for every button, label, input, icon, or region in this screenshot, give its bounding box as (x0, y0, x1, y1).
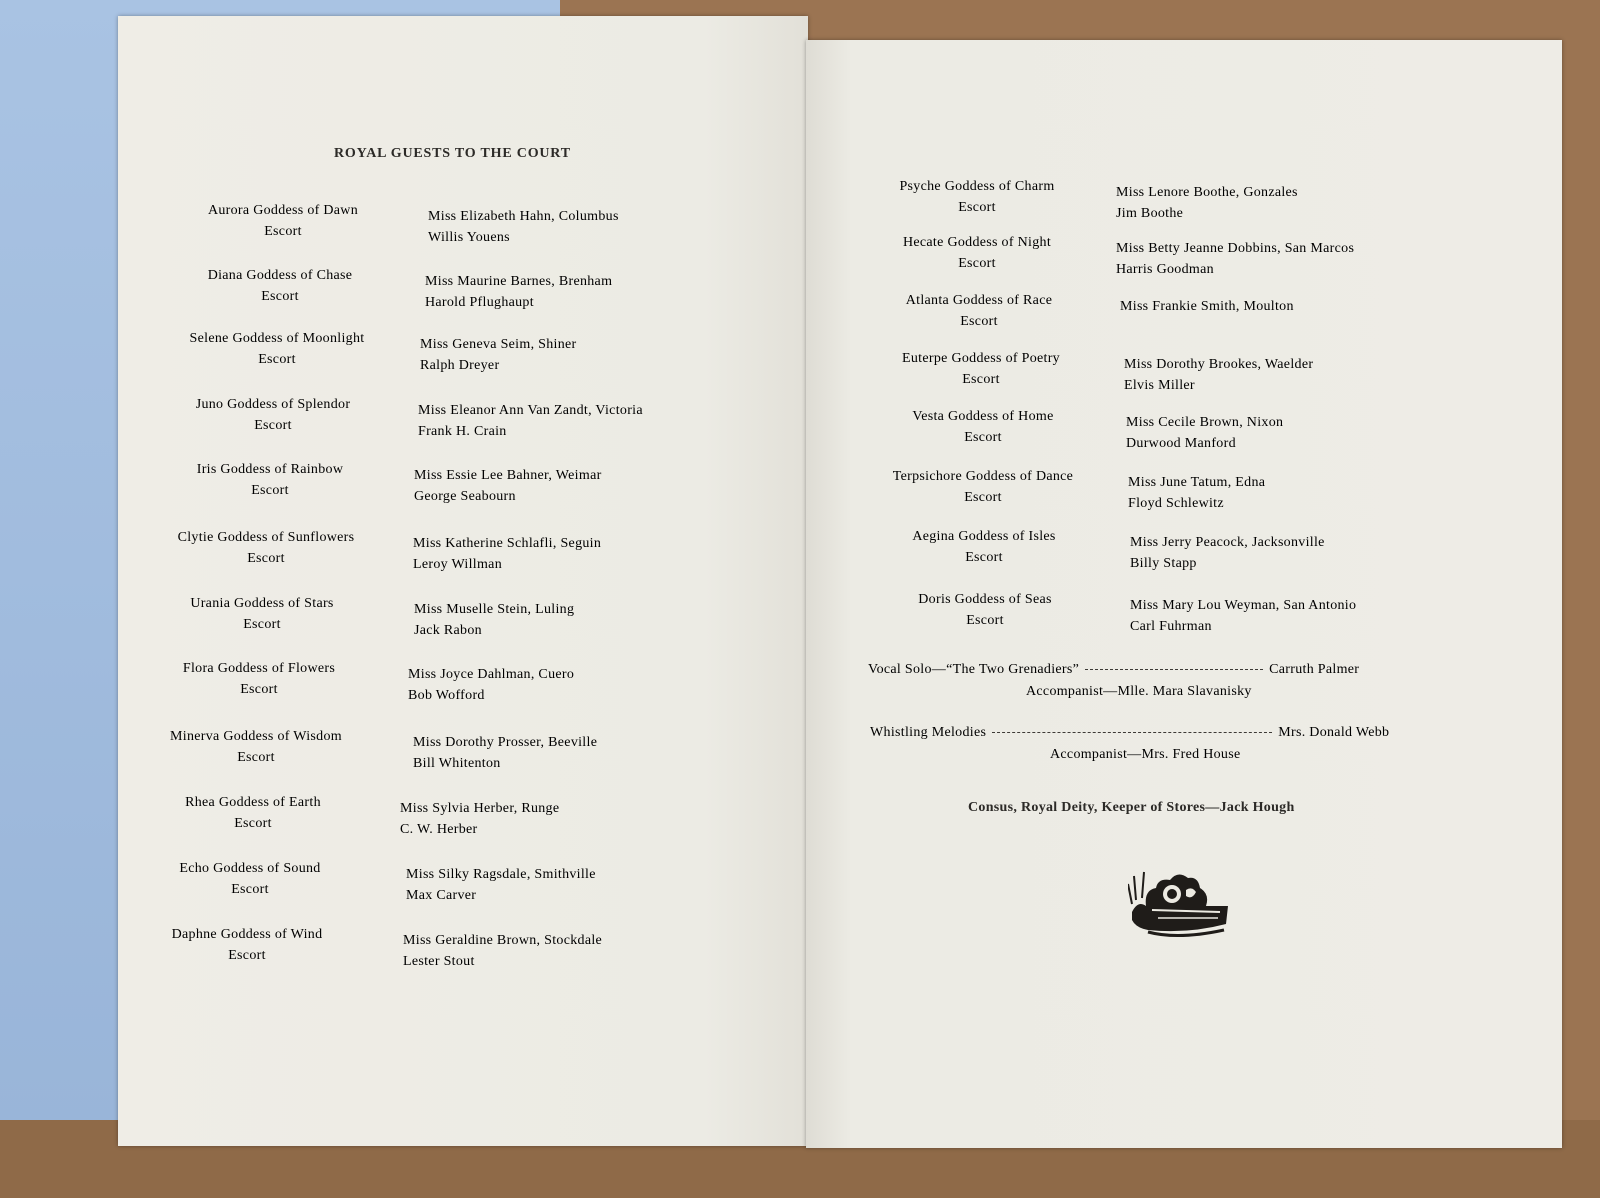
court-role (134, 658, 384, 700)
court-role (125, 858, 375, 900)
role-title: Vesta Goddess of Home (912, 409, 1054, 424)
escort-label: Escort (258, 352, 296, 367)
role-title: Echo Goddess of Sound (179, 861, 321, 876)
guest-names (1116, 238, 1416, 280)
court-role (852, 232, 1102, 274)
escort-label: Escort (261, 289, 299, 304)
escort-label: Escort (962, 372, 1000, 387)
court-role (854, 290, 1104, 332)
role-title: Selene Goddess of Moonlight (189, 331, 365, 346)
guest-names (400, 798, 700, 840)
role-title: Diana Goddess of Chase (207, 268, 353, 283)
court-role (122, 924, 372, 966)
court-role (137, 593, 387, 635)
program-vocal-accompanist: Accompanist—Mlle. Mara Slavanisky (1026, 684, 1252, 699)
escort-name: Floyd Schlewitz (1128, 496, 1224, 511)
escort-label: Escort (958, 200, 996, 215)
role-title: Aegina Goddess of Isles (912, 529, 1056, 544)
program-whistling-accompanist: Accompanist—Mrs. Fred House (1050, 747, 1241, 762)
escort-label: Escort (243, 617, 281, 632)
escort-label: Escort (228, 948, 266, 963)
role-title: Minerva Goddess of Wisdom (170, 729, 342, 744)
program-item: Whistling Melodies (870, 725, 987, 740)
guest-name: Miss Eleanor Ann Van Zandt, Victoria (418, 403, 643, 418)
guest-names (428, 206, 728, 248)
guest-name: Miss Frankie Smith, Moulton (1120, 299, 1294, 314)
guest-name: Miss Geneva Seim, Shiner (420, 337, 577, 352)
court-role (145, 459, 395, 501)
guest-names (408, 664, 708, 706)
program-performer: Mrs. Donald Webb (1278, 725, 1390, 740)
guest-name: Miss Cecile Brown, Nixon (1126, 415, 1284, 430)
escort-label: Escort (251, 483, 289, 498)
guest-names (414, 599, 714, 641)
guest-names (1130, 595, 1430, 637)
escort-label: Escort (960, 314, 998, 329)
escort-name: Elvis Miller (1124, 378, 1195, 393)
role-title: Hecate Goddess of Night (902, 235, 1052, 250)
role-title: Euterpe Goddess of Poetry (902, 351, 1060, 366)
court-role (858, 466, 1108, 508)
guest-names (420, 334, 720, 376)
court-role (131, 726, 381, 768)
guest-name: Miss Maurine Barnes, Brenham (425, 274, 613, 289)
escort-name: Ralph Dreyer (420, 358, 500, 373)
guest-names (413, 533, 713, 575)
court-role (859, 526, 1109, 568)
guest-names (1124, 354, 1424, 396)
role-title: Iris Goddess of Rainbow (196, 462, 344, 477)
court-role (860, 589, 1110, 631)
role-title: Doris Goddess of Seas (918, 592, 1052, 607)
escort-label: Escort (240, 682, 278, 697)
escort-label: Escort (234, 816, 272, 831)
role-title: Terpsichore Goddess of Dance (892, 469, 1074, 484)
escort-name: Durwood Manford (1126, 436, 1236, 451)
guest-names (1126, 412, 1426, 454)
escort-name: Carl Fuhrman (1130, 619, 1212, 634)
escort-name: Jim Boothe (1116, 206, 1184, 221)
escort-label: Escort (231, 882, 269, 897)
escort-label: Escort (254, 418, 292, 433)
guest-name: Miss June Tatum, Edna (1128, 475, 1266, 490)
escort-name: Max Carver (406, 888, 477, 903)
court-role (852, 176, 1102, 218)
court-role (856, 348, 1106, 390)
program-item: Vocal Solo—“The Two Grenadiers” (868, 662, 1080, 677)
court-role (155, 265, 405, 307)
escort-label: Escort (964, 490, 1002, 505)
court-role (141, 527, 391, 569)
escort-name: Billy Stapp (1130, 556, 1197, 571)
guest-name: Miss Mary Lou Weyman, San Antonio (1130, 598, 1357, 613)
escort-label: Escort (964, 430, 1002, 445)
escort-name: Leroy Willman (413, 557, 503, 572)
court-role (858, 406, 1108, 448)
role-title: Clytie Goddess of Sunflowers (177, 530, 355, 545)
escort-name: Lester Stout (403, 954, 475, 969)
guest-name: Miss Dorothy Brookes, Waelder (1124, 357, 1314, 372)
escort-name: George Seabourn (414, 489, 516, 504)
escort-label: Escort (264, 224, 302, 239)
role-title: Atlanta Goddess of Race (905, 293, 1053, 308)
guest-name: Miss Essie Lee Bahner, Weimar (414, 468, 602, 483)
guest-names (414, 465, 714, 507)
guest-name: Miss Katherine Schlafli, Seguin (413, 536, 602, 551)
guest-names (1128, 472, 1428, 514)
escort-label: Escort (966, 613, 1004, 628)
guest-name: Miss Jerry Peacock, Jacksonville (1130, 535, 1325, 550)
escort-name: Frank H. Crain (418, 424, 507, 439)
role-title: Psyche Goddess of Charm (899, 179, 1055, 194)
escort-label: Escort (958, 256, 996, 271)
page-heading: ROYAL GUESTS TO THE COURT (334, 146, 571, 161)
court-role (148, 394, 398, 436)
role-title: Rhea Goddess of Earth (185, 795, 321, 810)
guest-names (403, 930, 703, 972)
role-title: Flora Goddess of Flowers (182, 661, 336, 676)
guest-names (1116, 182, 1416, 224)
program-vocal-solo (868, 662, 1359, 678)
court-role (152, 328, 402, 370)
role-title: Urania Goddess of Stars (190, 596, 334, 611)
closing-line: Consus, Royal Deity, Keeper of Stores—Jack Hough (968, 800, 1295, 815)
guest-names (413, 732, 713, 774)
guest-name: Miss Lenore Boothe, Gonzales (1116, 185, 1298, 200)
guest-name: Miss Joyce Dahlman, Cuero (408, 667, 575, 682)
guest-names (1130, 532, 1430, 574)
guest-name: Miss Geraldine Brown, Stockdale (403, 933, 603, 948)
program-whistling (870, 725, 1389, 741)
guest-name: Miss Silky Ragsdale, Smithville (406, 867, 596, 882)
escort-name: C. W. Herber (400, 822, 478, 837)
court-role (128, 792, 378, 834)
guest-name: Miss Muselle Stein, Luling (414, 602, 575, 617)
role-title: Daphne Goddess of Wind (171, 927, 323, 942)
guest-name: Miss Sylvia Herber, Runge (400, 801, 560, 816)
escort-name: Bob Wofford (408, 688, 485, 703)
guest-name: Miss Dorothy Prosser, Beeville (413, 735, 598, 750)
guest-name: Miss Elizabeth Hahn, Columbus (428, 209, 619, 224)
guest-names (418, 400, 718, 442)
role-title: Juno Goddess of Splendor (195, 397, 351, 412)
escort-name: Bill Whitenton (413, 756, 501, 771)
escort-label: Escort (237, 750, 275, 765)
escort-label: Escort (247, 551, 285, 566)
woodcut-figure-icon (1128, 860, 1232, 942)
guest-names (1120, 296, 1420, 317)
escort-label: Escort (965, 550, 1003, 565)
escort-name: Harold Pflughaupt (425, 295, 534, 310)
left-page (118, 16, 808, 1146)
escort-name: Willis Youens (428, 230, 510, 245)
escort-name: Harris Goodman (1116, 262, 1214, 277)
role-title: Aurora Goddess of Dawn (207, 203, 359, 218)
guest-name: Miss Betty Jeanne Dobbins, San Marcos (1116, 241, 1355, 256)
program-performer: Carruth Palmer (1269, 662, 1360, 677)
court-role (158, 200, 408, 242)
escort-name: Jack Rabon (414, 623, 482, 638)
guest-names (406, 864, 706, 906)
guest-names (425, 271, 725, 313)
